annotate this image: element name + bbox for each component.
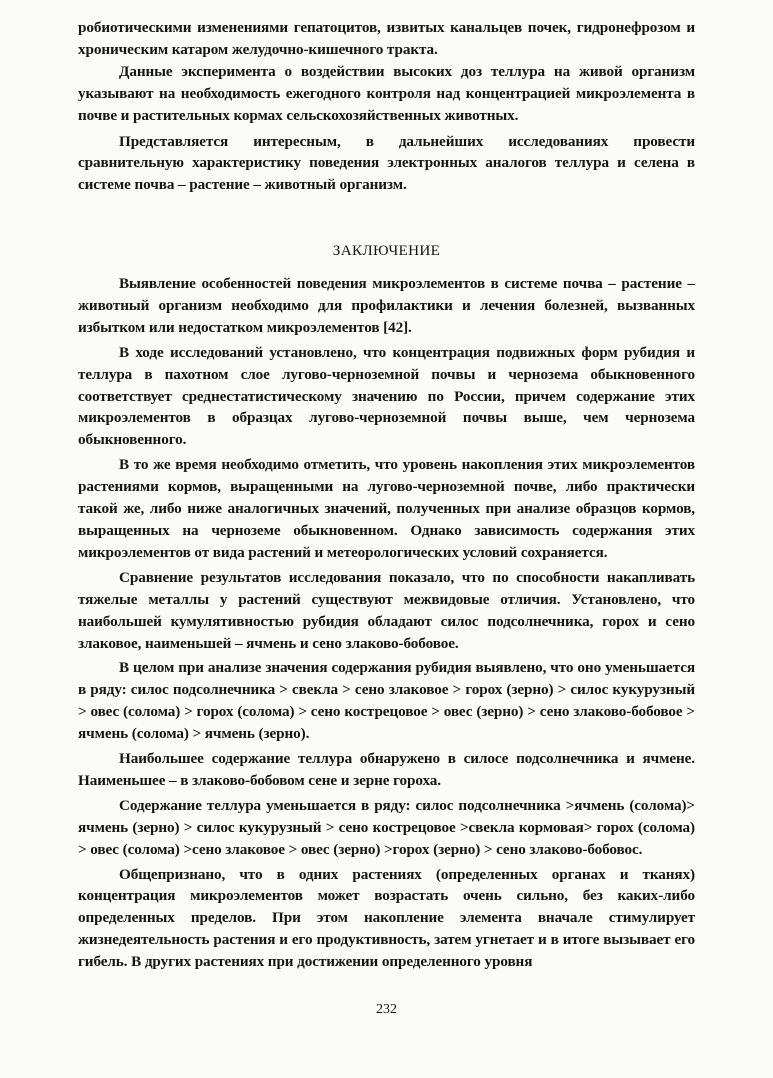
conclusion-paragraph-5: В целом при анализе значения содержания рубидия выявлено, что оно уменьшается в ряду: силос подсолнечника > свекла > сено злаковое > горох (зерно) > силос кукурузный > овес (солома) > горох (солома) > сено кострецовое > овес (зерно) > сено злаково-бобовое > ячмень (солома) > ячмень (зерно). bbox=[78, 659, 695, 743]
conclusion-paragraph-7: Содержание теллура уменьшается в ряду: силос подсолнечника >ячмень (солома)> ячмень (зерно) > силос кукурузный > сено кострецовое >свекла кормовая> горох (солома) > овес (солома) >сено злаковое > овес (зерно) >горох (зерно) > сено злаково-бобовос. bbox=[78, 796, 695, 858]
top-text-block bbox=[78, 17, 695, 196]
paragraph-further-research: Представляется интересным, в дальнейших исследованиях провести сравнительную характеристику поведения электронных аналогов теллура и селена в системе почва – растение – животный организм. bbox=[78, 132, 695, 194]
conclusion-paragraph-6: Наибольшее содержание теллура обнаружено в силосе подсолнечника и ячмене. Наименьшее – в злаково-бобовом сене и зерне гороха. bbox=[78, 750, 695, 789]
conclusion-paragraph-4: Сравнение результатов исследования показало, что по способности накапливать тяжелые металлы у растений существуют межвидовые отличия. Установлено, что наибольшей кумулятивностью рубидия обладают силос подсолнечника, горох и сено злаковое, наименьшей – ячмень и сено злаково-бобовое. bbox=[78, 568, 695, 652]
conclusion-paragraph-1: Выявление особенностей поведения микроэлементов в системе почва – растение – животный организм необходимо для профилактики и лечения болезней, вызванных избытком или недостатком микроэлементов [42]. bbox=[78, 275, 695, 336]
section-heading: ЗАКЛЮЧЕНИЕ bbox=[332, 242, 441, 259]
conclusion-paragraph-2: В ходе исследований установлено, что концентрация подвижных форм рубидия и теллура в пахотном слое лугово-черноземной почвы и чернозема обыкновенного соответствует среднестатистическому значению по России, причем содержание этих микроэлементов в образцах лугово-черноземной почвы выше, чем чернозема обыкновенного. bbox=[78, 343, 695, 449]
conclusion-text-block bbox=[78, 273, 695, 973]
page-number: 232 bbox=[376, 1002, 397, 1017]
conclusion-paragraph-3: В то же время необходимо отметить, что уровень накопления этих микроэлементов растениями кормов, выращенными на лугово-черноземной почве, либо практически такой же, либо ниже аналогичных значений, полученных при анализе образцов кормов, выращенных на черноземе обыкновенном. Однако зависимость содержания этих микроэлементов от вида растений и метеорологических условий сохраняется. bbox=[78, 456, 695, 561]
conclusion-paragraph-8: Общепризнано, что в одних растениях (определенных органах и тканях) концентрация микроэлементов может возрастать очень сильно, без каких-либо определенных пределов. При этом накопление элемента вначале стимулирует жизнедеятельность растения и его продуктивность, затем угнетает и в итоге вызывает его гибель. В других растениях при достижении определенного уровня bbox=[78, 865, 695, 971]
paragraph-experiment-data: Данные эксперимента о воздействии высоких доз теллура на живой организм указывают на необходимость ежегодного контроля над концентрацией микроэлемента в почве и растительных кормах сельскохозяйственных животных. bbox=[78, 62, 695, 124]
paragraph-continued: робиотическими изменениями гепатоцитов, извитых канальцев почек, гидронефрозом и хроническим катаром желудочно-кишечного тракта. bbox=[78, 19, 695, 58]
